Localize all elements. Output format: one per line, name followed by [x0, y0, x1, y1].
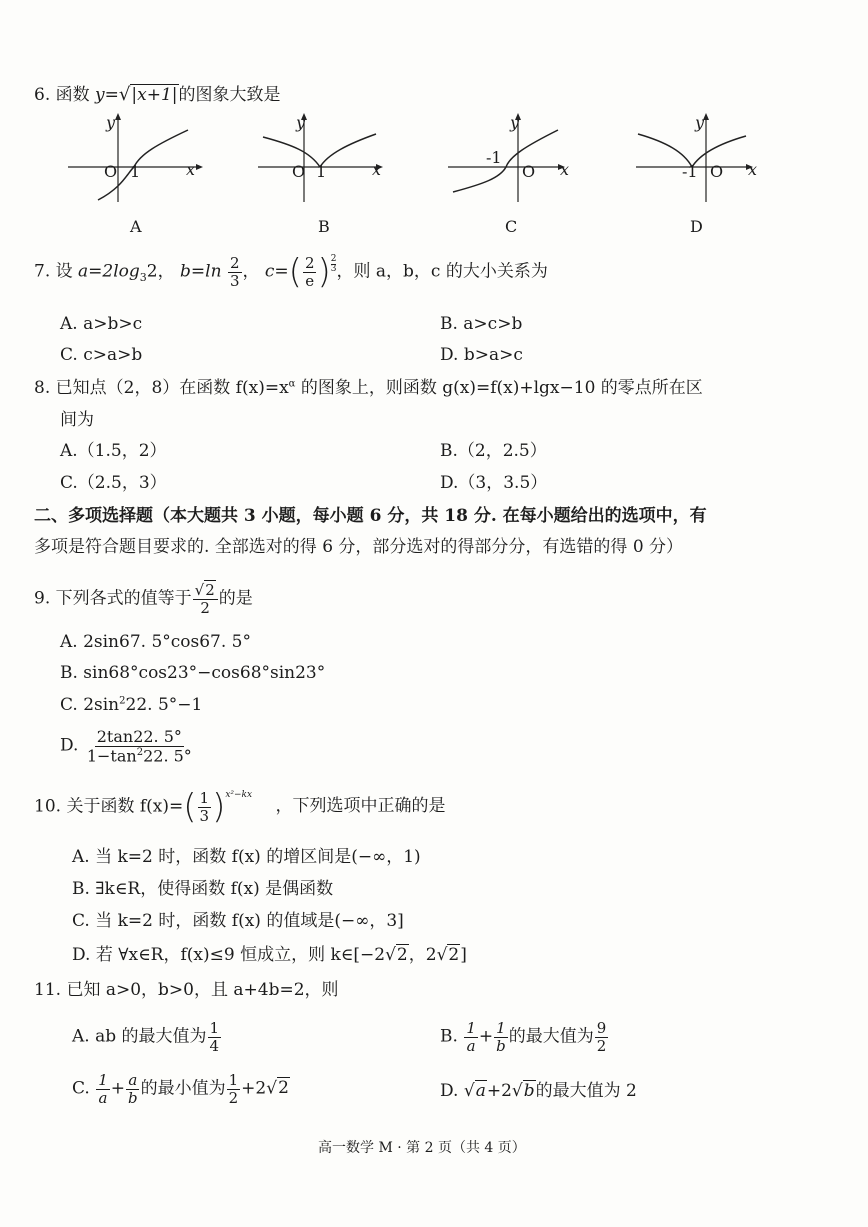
q11-option-c-num: 1 — [228, 1071, 239, 1089]
q6-graph-a-x: x — [186, 160, 196, 179]
q6-graph-d-tick1: O — [710, 162, 724, 181]
q6-radicand: |x+1| — [131, 85, 178, 105]
q9-option-d-frac — [85, 728, 194, 765]
q6-graph-a — [68, 112, 208, 202]
q11-option-d-label: D. — [440, 1081, 459, 1101]
q8-option-c: C.（2.5，3） — [60, 473, 167, 493]
page-footer: 高一数学 M · 第 2 页（共 4 页） — [318, 1140, 526, 1156]
q8-line2: 间为 — [60, 410, 94, 430]
q9-option-d-den-exp: 2 — [136, 746, 144, 758]
q11-option-d-tail: 的最大值为 2 — [535, 1081, 637, 1101]
q6-graph-d-y: y — [695, 113, 705, 132]
q10-exponent: x²−kx — [225, 790, 253, 800]
q11-option-c-frac2 — [126, 1072, 140, 1106]
q9-stem-tail: 的是 — [218, 588, 253, 609]
q9-option-c-exp: 2 — [119, 695, 126, 707]
q9-option-d — [60, 728, 195, 765]
q6-stem-tail: 的图象大致是 — [178, 85, 281, 105]
q9-stem — [34, 582, 253, 616]
q11-option-c-frac1 — [96, 1072, 110, 1106]
q6-graph-c-tick0: -1 — [486, 148, 502, 167]
q8-line1-text: 已知点（2，8）在函数 f(x)=x — [55, 378, 289, 398]
q10-stem-tail: ，下列选项中正确的是 — [275, 796, 446, 817]
q11-option-d-rad2: b — [523, 1081, 535, 1101]
q9-option-d-num: 2tan22. 5° — [96, 727, 182, 746]
q7-a-base: 3 — [139, 270, 147, 284]
q8-option-d: D.（3，3.5） — [440, 473, 548, 493]
q9-frac: $\frac{√2}{2}$ — [193, 582, 218, 616]
q10-option-d-pre: D. 若 ∀x∈R，f(x)≤9 恒成立，则 k∈[−2 — [72, 945, 386, 965]
q6-stem: 6. 函数 y=√|x+1|的图象大致是 — [34, 84, 281, 105]
q11-option-b-den: 2 — [596, 1036, 607, 1055]
q9-option-d-den-pre: 1−tan — [86, 745, 137, 765]
q7-c-frac — [303, 255, 317, 289]
q10-stem: 10. 关于函数 f(x)=( $\frac{1}{3}$ )$^{x^2-kx}$ ，下列选项中正确的是 — [34, 787, 446, 827]
q11-option-b-frac2 — [494, 1020, 508, 1054]
q10-option-b: B. ∃k∈R，使得函数 f(x) 是偶函数 — [72, 879, 334, 899]
q6-graph-b-y: y — [296, 113, 306, 132]
q11-option-b-n2: 1 — [496, 1019, 506, 1037]
q10-option-c: C. 当 k=2 时，函数 f(x) 的值域是(−∞，3] — [72, 911, 404, 931]
q11-stem — [34, 980, 339, 1001]
q8-option-a: A.（1.5，2） — [60, 441, 167, 461]
q10-option-d: D. 若 ∀x∈R，f(x)≤9 恒成立，则 k∈[−2√2，2√2] — [72, 945, 467, 965]
q6-graph-d-x: x — [748, 160, 758, 179]
q7-b-frac — [228, 255, 242, 289]
q6-graph-b — [258, 112, 398, 202]
q6-graph-b-tick0: O — [292, 162, 306, 181]
q11-number: 11. — [34, 980, 62, 1000]
q10-option-d-mid: ，2 — [408, 945, 437, 965]
q10-base-frac — [198, 790, 212, 824]
q11-option-c-label: C. — [72, 1078, 90, 1099]
q8-line1-tail: 的图象上，则函数 g(x)=f(x)+lgx−10 的零点所在区 — [295, 378, 703, 398]
q11-option-b: B. $\frac{1}{a}$ + $\frac{1}{b}$ 的最大值为 $\frac{9}{2}$ — [440, 1019, 607, 1055]
q9-frac-den: 2 — [200, 598, 210, 617]
q11-option-a-num: 1 — [209, 1019, 220, 1037]
q8-exponent: α — [288, 378, 296, 390]
q9-option-d-den-post: 22. 5° — [143, 745, 192, 765]
q10-number: 10. — [34, 796, 62, 817]
q7-b-den: 3 — [229, 271, 240, 290]
q11-option-b-label: B. — [440, 1026, 458, 1047]
q6-graph-a-tick0: O — [104, 162, 118, 181]
q9-stem-text: 下列各式的值等于 — [55, 588, 192, 609]
q11-option-d-mid: +2 — [486, 1081, 512, 1101]
q7-a-expr: a=2log — [78, 261, 140, 282]
q7-c-expr: c= — [264, 261, 289, 282]
q6-graph-d-tick0: -1 — [682, 162, 698, 181]
q10-option-d-end: ] — [460, 945, 467, 965]
q7-c-exp-den: 3 — [330, 264, 337, 274]
q6-graph-b-x: x — [372, 160, 382, 179]
q11-option-c-tail: 的最小值为 — [140, 1078, 226, 1099]
q11-option-b-n1: 1 — [466, 1019, 476, 1037]
q9-option-d-label: D. — [60, 735, 79, 756]
q9-option-b: B. sin68°cos23°−cos68°sin23° — [60, 663, 326, 683]
q7-b-expr: b=ln — [180, 261, 222, 282]
q11-option-b-num: 9 — [596, 1019, 607, 1037]
q7-stem-prefix: 设 — [55, 261, 73, 282]
q6-stem-text: 函数 — [55, 85, 90, 105]
q11-option-c-n1: 1 — [98, 1071, 108, 1089]
q6-graph-c-x: x — [560, 160, 570, 179]
q7-c-num: 2 — [304, 254, 315, 272]
q10-stem-pre: 关于函数 f(x)= — [66, 796, 184, 817]
q11-option-a-den: 4 — [209, 1036, 220, 1055]
q9-option-c-post: 22. 5°−1 — [125, 695, 203, 715]
q6-number: 6. — [34, 85, 51, 105]
q11-option-b-d2: b — [496, 1036, 506, 1055]
q11-option-c: C. $\frac{1}{a}$ + $\frac{a}{b}$ 的最小值为 $\frac{1}{2}$ +2√2 — [72, 1071, 289, 1107]
q11-option-a-pre: A. ab 的最大值为 — [72, 1026, 207, 1047]
q7-option-b: B. a>c>b — [440, 314, 523, 334]
q11-option-c-frac3 — [227, 1072, 241, 1106]
q6-graph-b-tick1: 1 — [316, 162, 327, 181]
q7-b-num: 2 — [229, 254, 240, 272]
q6-graph-a-label: A — [130, 217, 142, 236]
q9-option-a: A. 2sin67. 5°cos67. 5° — [60, 632, 252, 652]
q11-option-b-tail: 的最大值为 — [508, 1026, 594, 1047]
q9-option-c-pre: C. 2sin — [60, 695, 120, 715]
q6-graph-a-tick1: 1 — [130, 162, 141, 181]
q6-graph-b-label: B — [318, 217, 330, 236]
q9-number: 9. — [34, 588, 51, 609]
q6-graph-c-label: C — [505, 217, 518, 236]
q8-line1 — [34, 378, 703, 399]
q6-graph-c-tick1: O — [522, 162, 536, 181]
q11-option-b-frac3 — [595, 1020, 609, 1054]
q7-c-den: e — [305, 271, 315, 290]
q11-option-b-d1: a — [466, 1036, 476, 1055]
section2-line2: 多项是符合题目要求的. 全部选对的得 6 分，部分选对的得部分分，有选错的得 0 分） — [34, 537, 684, 557]
q11-option-a-frac — [208, 1020, 222, 1054]
q11-option-c-d2: b — [128, 1088, 138, 1107]
q7-stem-tail: ，则 a，b，c 的大小关系为 — [336, 261, 548, 282]
q11-option-d: D. √a+2√b的最大值为 2 — [440, 1081, 637, 1101]
section2-line1 — [34, 506, 707, 527]
q11-option-c-rad: 2 — [278, 1078, 289, 1099]
q6-graph-d-label: D — [690, 217, 703, 236]
q7-c-exp-num: 2 — [330, 254, 337, 264]
q10-base-den: 3 — [199, 806, 210, 825]
q8-number: 8. — [34, 378, 51, 398]
q11-option-b-frac1 — [464, 1020, 478, 1054]
q7-option-d: D. b>a>c — [440, 345, 523, 365]
q11-option-a — [72, 1020, 222, 1054]
q6-func-lhs: y — [95, 85, 105, 105]
q7-option-c: C. c>a>b — [60, 345, 143, 365]
q9-option-c — [60, 695, 202, 716]
q6-graph-c-y: y — [510, 113, 520, 132]
q6-graph-d — [636, 112, 776, 202]
q7-option-a: A. a>b>c — [60, 314, 143, 334]
q11-stem-text: 已知 a>0，b>0，且 a+4b=2，则 — [66, 980, 339, 1000]
q8-option-b: B.（2，2.5） — [440, 441, 547, 461]
q11-option-c-n2: a — [128, 1071, 138, 1089]
q10-option-a: A. 当 k=2 时，函数 f(x) 的增区间是(−∞，1) — [72, 847, 421, 867]
q11-option-d-rad1: a — [475, 1081, 486, 1101]
q10-option-d-rad2: 2 — [448, 945, 460, 965]
q10-base-num: 1 — [199, 789, 210, 807]
q11-option-c-den: 2 — [228, 1088, 239, 1107]
q11-option-c-end: +2 — [241, 1078, 267, 1099]
q7-stem: 7. 设 $a=2\log_32$， b=ln $\frac{2}{3}$ ， c=( $\frac{2}{e}$ ) $^{\frac{2}{3}}$ ，则 a，b，c 的大小关系为 — [34, 252, 548, 292]
q10-option-d-rad1: 2 — [396, 945, 408, 965]
q7-a-arg: 2， — [146, 261, 175, 282]
q11-option-c-d1: a — [98, 1088, 108, 1107]
q7-number: 7. — [34, 261, 51, 282]
q6-graph-a-y: y — [106, 113, 116, 132]
section2-line1-text: 二、多项选择题（本大题共 3 小题，每小题 6 分，共 18 分. 在每小题给出的选项中，有 — [34, 506, 707, 526]
q9-frac-num: 2 — [205, 581, 215, 599]
